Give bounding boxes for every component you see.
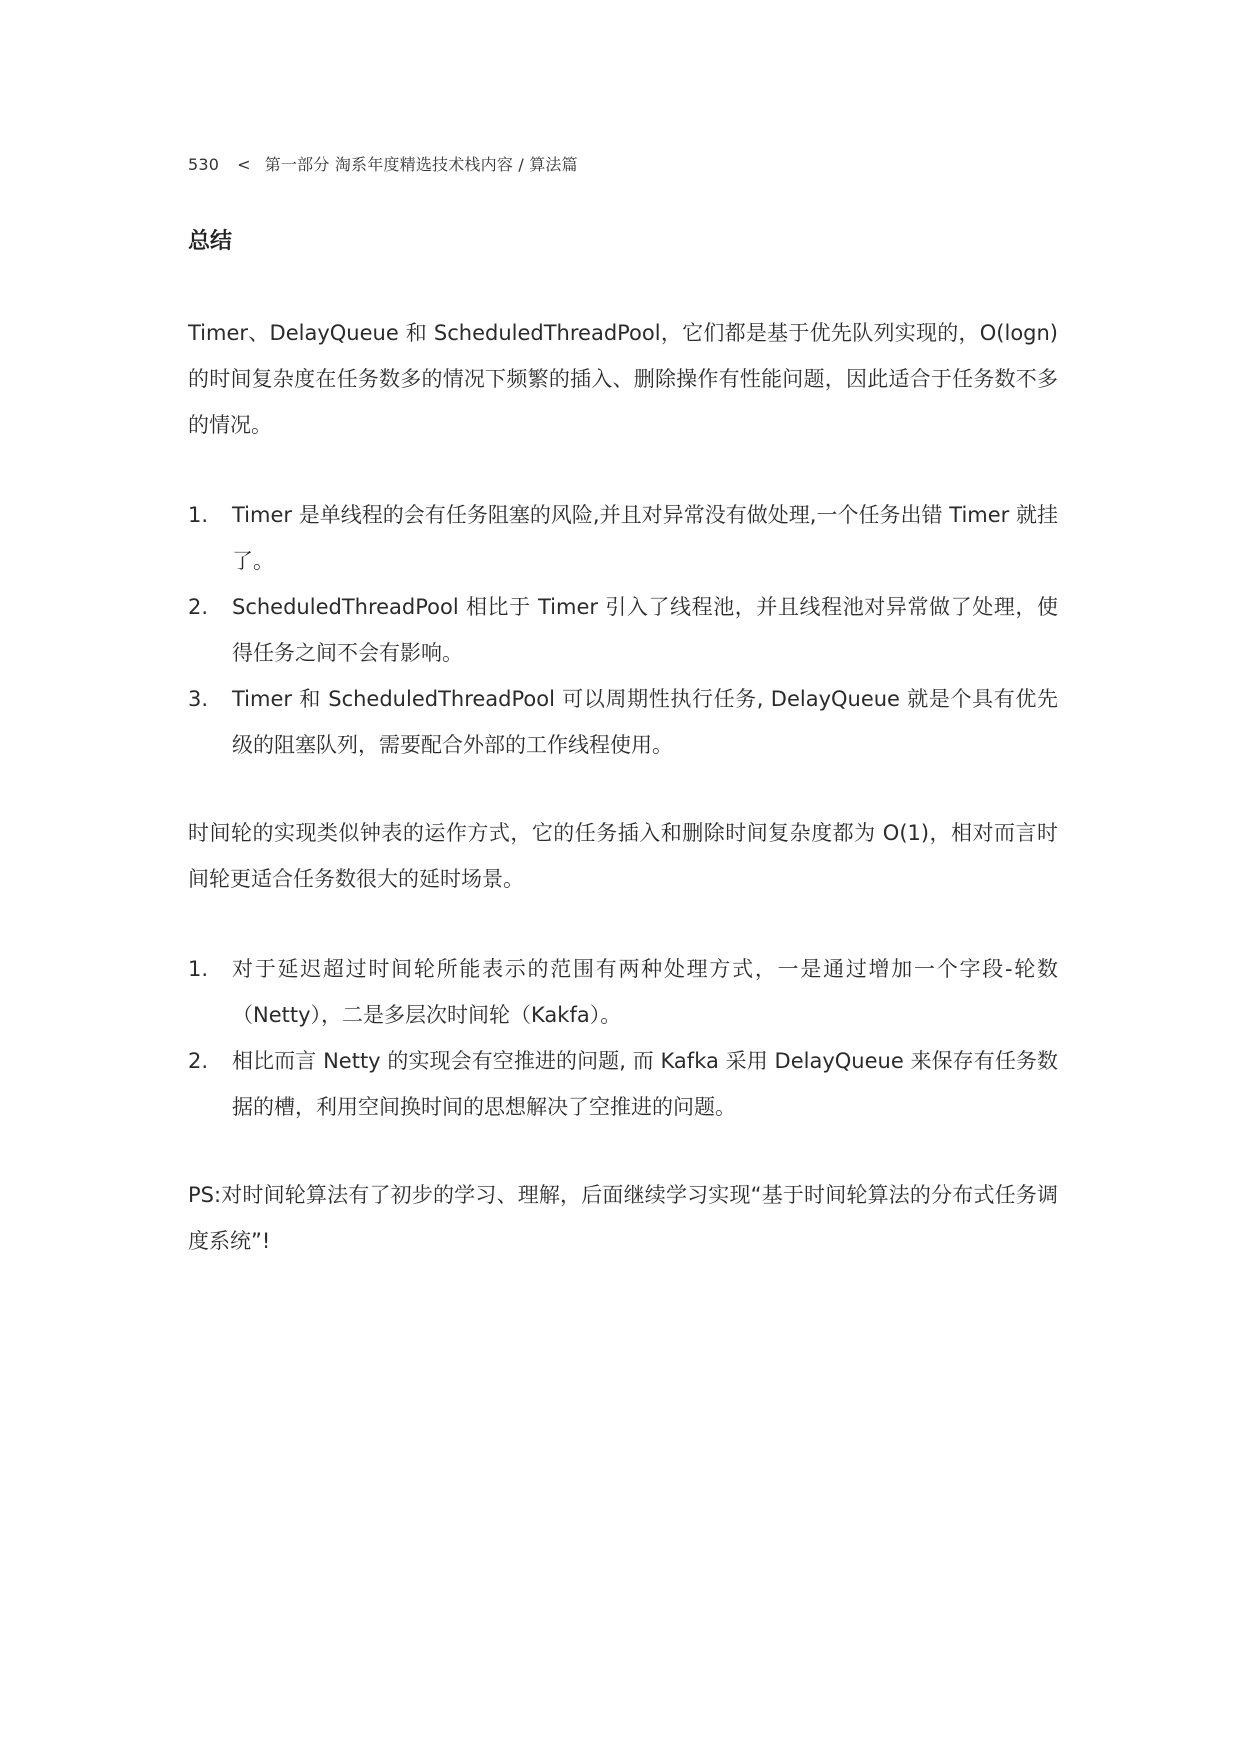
list-item-number: 2. <box>188 1049 209 1073</box>
header-title: 第一部分 淘系年度精选技术栈内容 / 算法篇 <box>264 155 578 174</box>
list-item-text: 相比而言 Netty 的实现会有空推进的问题, 而 Kafka 采用 DelayQueue 来保存有任务数据的槽，利用空间换时间的思想解决了空推进的问题。 <box>232 1049 1058 1119</box>
time-wheel-list <box>188 946 1058 1130</box>
list-item <box>188 946 1058 1038</box>
ps-paragraph: PS:对时间轮算法有了初步的学习、理解，后面继续学习实现“基于时间轮算法的分布式任务调度系统”! <box>188 1183 1058 1253</box>
page-number: 530 <box>188 155 220 174</box>
list-item <box>188 1038 1058 1130</box>
list-item <box>188 492 1058 584</box>
list-item-text: Timer 是单线程的会有任务阻塞的风险,并且对异常没有做处理,一个任务出错 Timer 就挂了。 <box>232 503 1058 573</box>
list-item-text: 对于延迟超过时间轮所能表示的范围有两种处理方式，一是通过增加一个字段-轮数（Netty），二是多层次时间轮（Kakfa）。 <box>232 957 1058 1027</box>
section-title: 总结 <box>188 229 233 254</box>
time-wheel-paragraph: 时间轮的实现类似钟表的运作方式，它的任务插入和删除时间复杂度都为 O(1)，相对而言时间轮更适合任务数很大的延时场景。 <box>188 821 1058 891</box>
list-item-number: 1. <box>188 503 209 527</box>
list-item-number: 1. <box>188 957 209 981</box>
list-item-text: Timer 和 ScheduledThreadPool 可以周期性执行任务, DelayQueue 就是个具有优先级的阻塞队列，需要配合外部的工作线程使用。 <box>232 687 1058 757</box>
list-item-text: ScheduledThreadPool 相比于 Timer 引入了线程池，并且线程池对异常做了处理，使得任务之间不会有影响。 <box>232 595 1058 665</box>
list-item <box>188 676 1058 768</box>
list-item <box>188 584 1058 676</box>
list-item-number: 2. <box>188 595 209 619</box>
intro-paragraph: Timer、DelayQueue 和 ScheduledThreadPool，它们都是基于优先队列实现的，O(logn) 的时间复杂度在任务数多的情况下频繁的插入、删除操作有性能问题，因此适合于任务数不多的情况。 <box>188 321 1058 437</box>
comparison-list <box>188 492 1058 768</box>
running-header <box>188 152 578 175</box>
list-item-number: 3. <box>188 687 209 711</box>
header-separator: < <box>237 155 251 174</box>
